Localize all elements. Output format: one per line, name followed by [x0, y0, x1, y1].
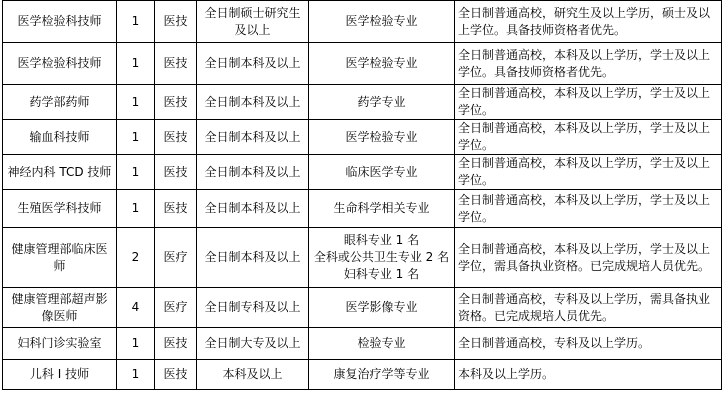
major-line: 药学专业 [357, 94, 406, 109]
requirement-cell: 全日制普通高校，专科及以上学历，需具备执业资格。已完成规培人员优先。 [455, 288, 722, 328]
education-cell: 全日制本科及以上 [197, 155, 309, 190]
table-row [3, 328, 722, 360]
count-cell: 2 [117, 228, 155, 288]
count-cell: 1 [117, 360, 155, 390]
position-cell: 医学检验科技师 [3, 43, 117, 85]
education-cell: 全日制专科及以上 [197, 288, 309, 328]
major-line: 临床医学专业 [345, 164, 418, 179]
table-row [3, 360, 722, 390]
count-cell: 1 [117, 328, 155, 360]
requirement-cell: 全日制普通高校，本科及以上学历，学士及以上学位。 [455, 85, 722, 120]
category-cell: 医技 [155, 190, 197, 228]
requirement-cell: 全日制普通高校，研究生及以上学历，硕士及以上学位。具备技师资格者优先。 [455, 1, 722, 43]
major-line: 妇科专业 1 名 [343, 267, 420, 281]
recruitment-table [2, 0, 722, 390]
table-row [3, 43, 722, 85]
category-cell: 医技 [155, 120, 197, 155]
requirement-cell: 全日制普通高校，本科及以上学历，学士及以上学位。 [455, 155, 722, 190]
count-cell: 1 [117, 155, 155, 190]
count-cell: 1 [117, 85, 155, 120]
table-row [3, 228, 722, 288]
position-cell: 医学检验科技师 [3, 1, 117, 43]
major-line: 医学检验专业 [345, 129, 418, 144]
category-cell: 医技 [155, 328, 197, 360]
category-cell: 医技 [155, 155, 197, 190]
major-line: 检验专业 [357, 336, 406, 350]
position-cell: 健康管理部超声影像医师 [3, 288, 117, 328]
major-cell [309, 1, 455, 43]
requirement-cell: 本科及以上学历。 [455, 360, 722, 390]
requirement-cell: 全日制普通高校，本科及以上学历，学士及以上学位。 [455, 120, 722, 155]
major-cell [309, 328, 455, 360]
position-cell: 儿科 I 技师 [3, 360, 117, 390]
position-cell: 健康管理部临床医师 [3, 228, 117, 288]
category-cell: 医疗 [155, 288, 197, 328]
education-cell: 全日制本科及以上 [197, 228, 309, 288]
category-cell: 医技 [155, 85, 197, 120]
major-cell [309, 190, 455, 228]
major-cell [309, 85, 455, 120]
major-line: 康复治疗学等专业 [333, 367, 430, 381]
major-line: 生命科学相关专业 [333, 201, 430, 215]
major-line: 医学检验专业 [345, 14, 418, 28]
category-cell: 医技 [155, 360, 197, 390]
education-cell: 全日制本科及以上 [197, 120, 309, 155]
education-cell: 全日制大专及以上 [197, 328, 309, 360]
position-cell: 输血科技师 [3, 120, 117, 155]
table-row [3, 155, 722, 190]
major-line: 医学影像专业 [345, 300, 418, 314]
count-cell: 1 [117, 43, 155, 85]
education-cell: 全日制本科及以上 [197, 43, 309, 85]
requirement-cell: 全日制普通高校，本科及以上学历，学士及以上学位，需具备执业资格。已完成规培人员优先。 [455, 228, 722, 288]
requirement-cell: 全日制普通高校，本科及以上学历，学士及以上学位。具备技师资格者优先。 [455, 43, 722, 85]
education-cell: 本科及以上 [197, 360, 309, 390]
education-cell: 全日制本科及以上 [197, 85, 309, 120]
major-line: 眼科专业 1 名 [343, 233, 420, 247]
count-cell: 1 [117, 120, 155, 155]
category-cell: 医技 [155, 1, 197, 43]
requirement-cell: 全日制普通高校，本科及以上学历，学士及以上学位。 [455, 190, 722, 228]
major-line: 医学检验专业 [345, 56, 418, 70]
major-line: 全科或公共卫生专业 2 名 [313, 250, 450, 264]
count-cell: 1 [117, 190, 155, 228]
position-cell: 妇科门诊实验室 [3, 328, 117, 360]
count-cell: 1 [117, 1, 155, 43]
table-row [3, 1, 722, 43]
major-cell [309, 228, 455, 288]
education-cell: 全日制硕士研究生及以上 [197, 1, 309, 43]
major-cell [309, 120, 455, 155]
education-cell: 全日制本科及以上 [197, 190, 309, 228]
table-row [3, 288, 722, 328]
major-cell [309, 155, 455, 190]
position-cell: 神经内科 TCD 技师 [3, 155, 117, 190]
category-cell: 医技 [155, 43, 197, 85]
table-row [3, 120, 722, 155]
requirement-cell: 全日制普通高校，专科及以上学历。 [455, 328, 722, 360]
major-cell [309, 288, 455, 328]
table-row [3, 85, 722, 120]
position-cell: 生殖医学科技师 [3, 190, 117, 228]
major-cell [309, 43, 455, 85]
category-cell: 医疗 [155, 228, 197, 288]
major-cell [309, 360, 455, 390]
table-row [3, 190, 722, 228]
position-cell: 药学部药师 [3, 85, 117, 120]
count-cell: 4 [117, 288, 155, 328]
